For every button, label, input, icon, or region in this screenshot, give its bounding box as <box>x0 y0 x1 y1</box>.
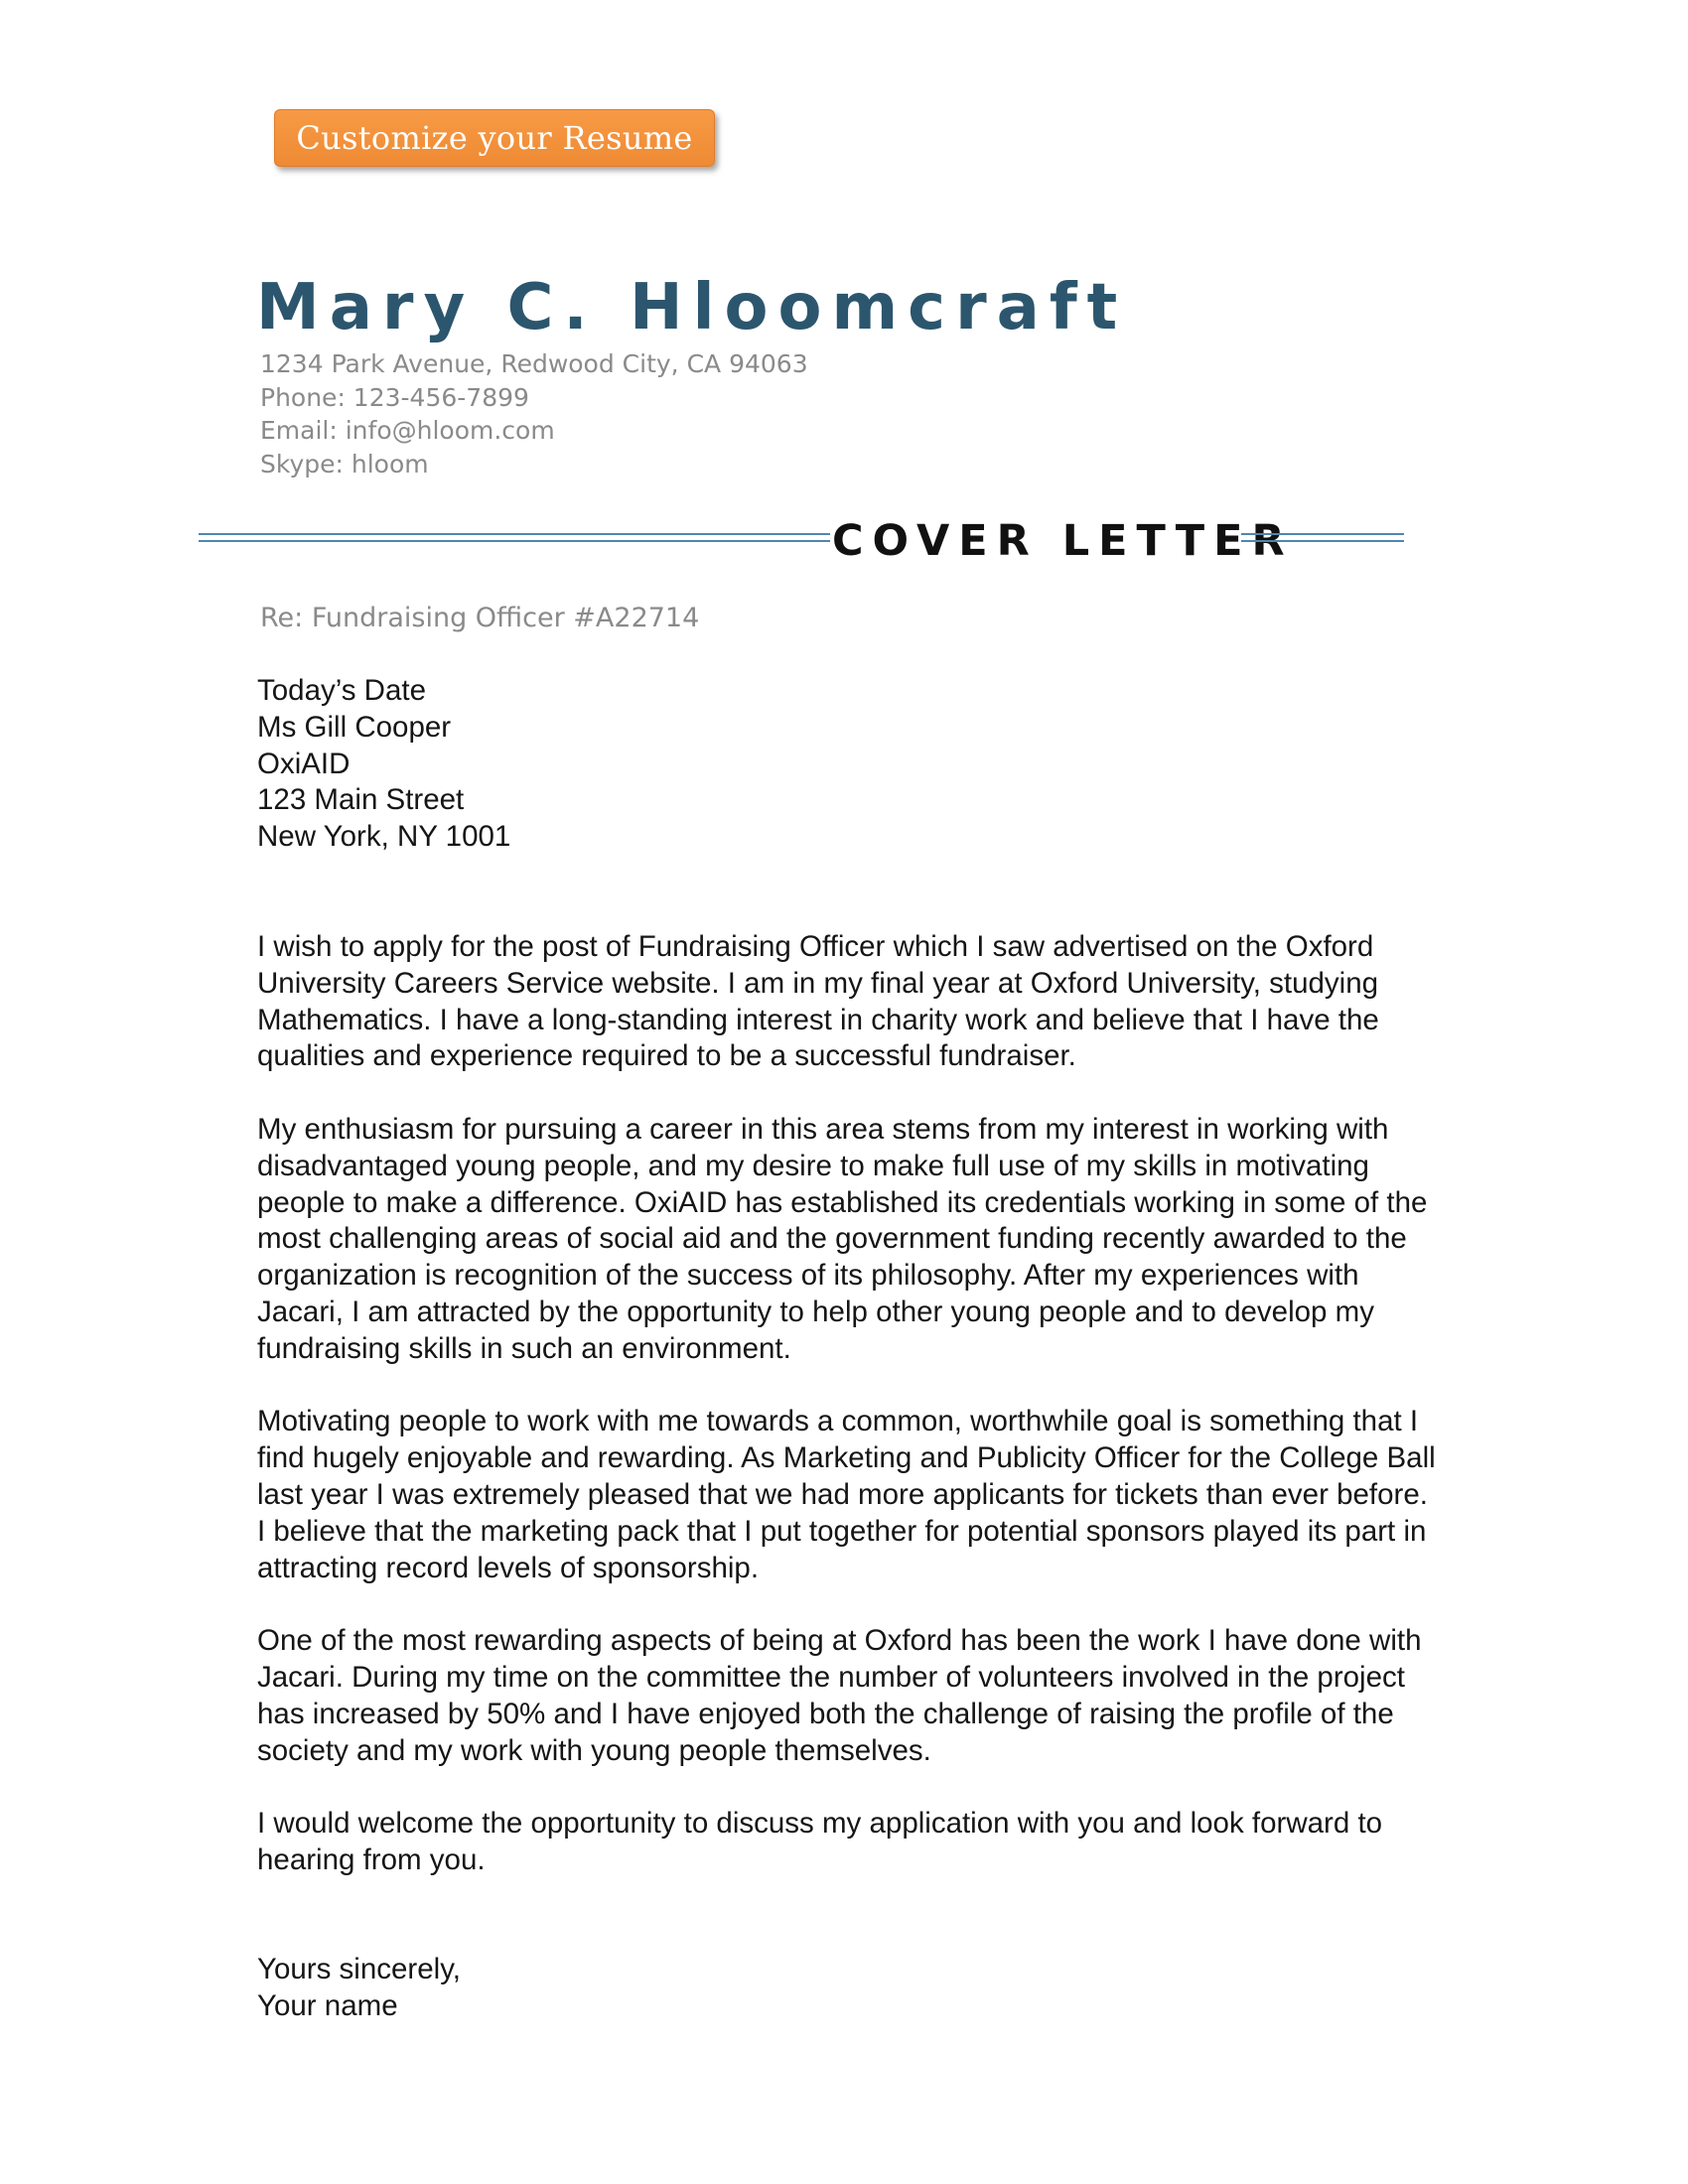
paragraph-closing: I would welcome the opportunity to discuss my application with you and look forward to hearing from you. <box>257 1807 1383 1876</box>
contact-address: 1234 Park Avenue, Redwood City, CA 94063 <box>260 349 808 378</box>
paragraph-motivation: My enthusiasm for pursuing a career in this area stems from my interest in working with disadvantaged young people, and my desire to make full use of my skills in motivating people to make a difference. OxiAID has established its credentials working in some of the most challenging areas of social aid and the government funding recently awarded to the organization is recognition of the success of its philosophy. After my experiences with Jacari, I am attracted by the opportunity to help other young people and to develop my fundraising skills in such an environment. <box>257 1112 1428 1365</box>
contact-email: Email: info@hloom.com <box>260 416 555 445</box>
letter-body <box>257 673 1439 2024</box>
contact-info <box>260 347 808 480</box>
date-line: Today’s Date <box>257 674 426 707</box>
reference-line: Re: Fundraising Officer #A22714 <box>260 603 700 633</box>
customize-resume-button[interactable]: Customize your Resume <box>274 109 715 167</box>
paragraph-experience: Motivating people to work with me towards a common, worthwhile goal is something that I find hugely enjoyable and rewarding. As Marketing and Publicity Officer for the College Ball last year I was extremely pleased that we had more applicants for tickets than ever before. I believe that the marketing pack that I put together for potential sponsors played its part in attracting record levels of sponsorship. <box>257 1405 1436 1584</box>
salutation: Yours sincerely, <box>257 1952 461 1985</box>
paragraph-jacari: One of the most rewarding aspects of being at Oxford has been the work I have done with Jacari. During my time on the committee the number of volunteers involved in the project has increased by 50% and I have enjoyed both the challenge of raising the profile of the society and my work with young people themselves. <box>257 1624 1422 1767</box>
signature: Your name <box>257 1988 398 2022</box>
applicant-name: Mary C. Hloomcraft <box>256 271 1128 344</box>
contact-phone: Phone: 123-456-7899 <box>260 382 529 412</box>
recipient-name: Ms Gill Cooper <box>257 710 452 744</box>
recipient-street: 123 Main Street <box>257 783 465 817</box>
contact-skype: Skype: hloom <box>260 449 429 478</box>
paragraph-intro: I wish to apply for the post of Fundraising Officer which I saw advertised on the Oxford University Careers Service website. I am in my final year at Oxford University, studying Mathematics. I have a long-standing interest in charity work and believe that I have the qualities and experience required to be a successful fundraiser. <box>257 929 1379 1073</box>
section-title: COVER LETTER <box>832 516 1294 566</box>
section-divider-left <box>199 533 830 542</box>
recipient-city: New York, NY 1001 <box>257 820 511 854</box>
section-divider-right <box>1241 533 1404 542</box>
recipient-organization: OxiAID <box>257 747 351 780</box>
recipient-address <box>257 673 1439 856</box>
